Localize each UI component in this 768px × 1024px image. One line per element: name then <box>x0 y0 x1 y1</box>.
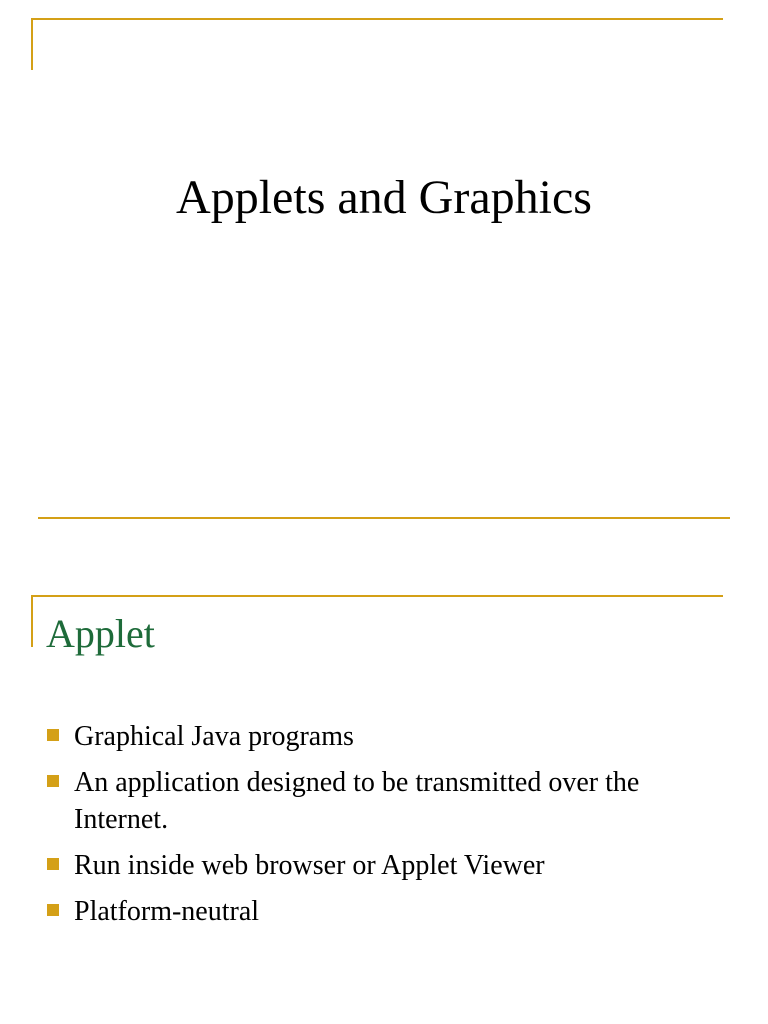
list-item <box>46 893 736 930</box>
square-bullet-icon <box>47 729 59 741</box>
list-item <box>46 764 736 838</box>
square-bullet-icon <box>47 904 59 916</box>
bullet-text: Graphical Java programs <box>74 721 354 752</box>
square-bullet-icon <box>47 775 59 787</box>
content-slide <box>0 560 768 1024</box>
bullet-text: Platform-neutral <box>74 896 260 927</box>
bullet-list <box>46 718 736 939</box>
list-item <box>46 718 736 755</box>
slide-heading: Applet <box>46 611 155 656</box>
corner-bracket-left <box>31 18 33 70</box>
corner-bracket-top <box>31 595 723 597</box>
corner-bracket-top <box>31 18 723 20</box>
slide-divider <box>38 517 730 519</box>
square-bullet-icon <box>47 858 59 870</box>
list-item <box>46 847 736 884</box>
bullet-text: Run inside web browser or Applet Viewer <box>74 850 545 881</box>
corner-bracket-left <box>31 595 33 647</box>
bullet-text: An application designed to be transmitted over the Internet. <box>74 767 640 835</box>
slide-title: Applets and Graphics <box>176 171 592 224</box>
